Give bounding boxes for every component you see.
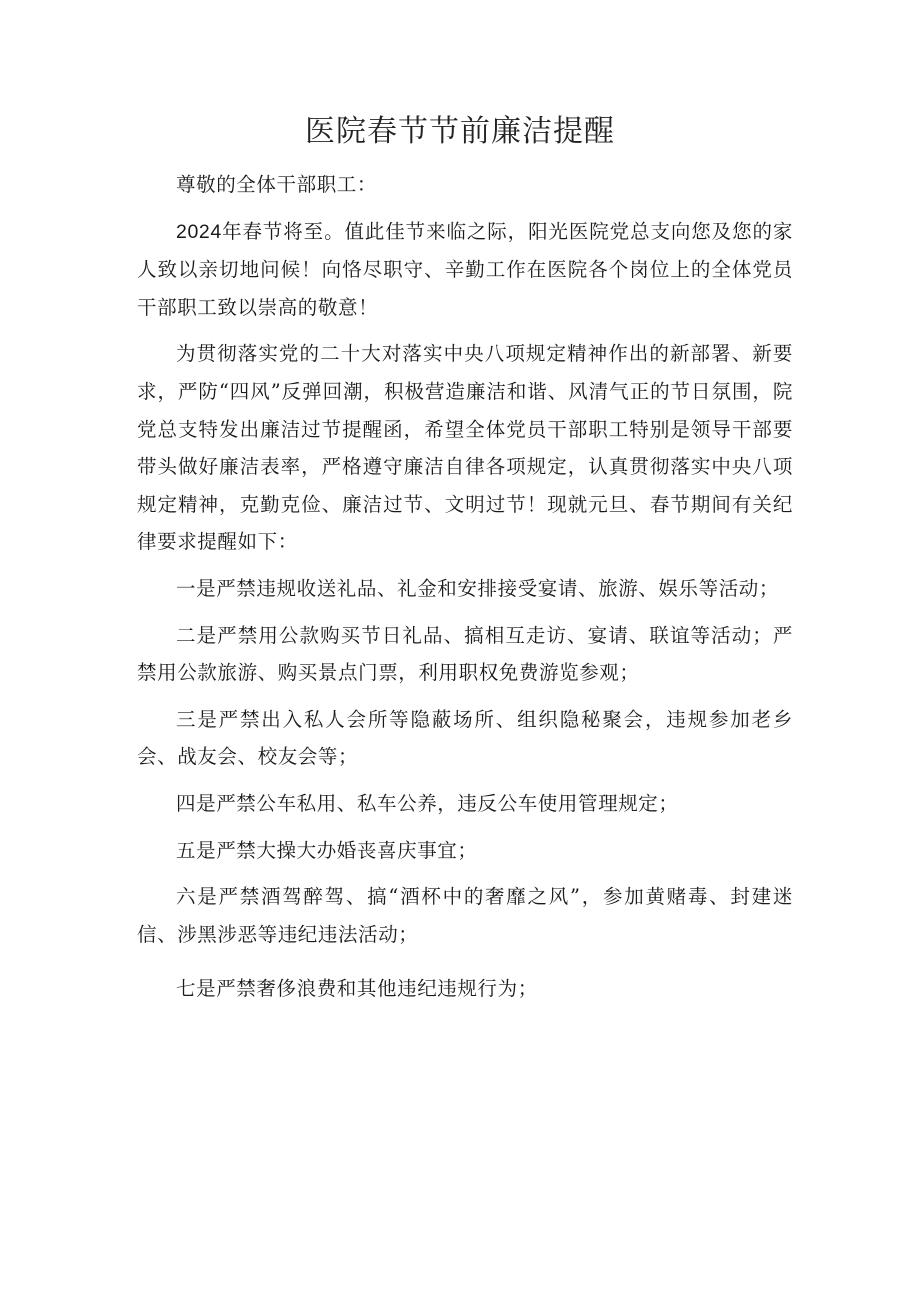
intro-year: 2024 [176, 220, 222, 243]
rule-item-3: 三是严禁出入私人会所等隐蔽场所、组织隐秘聚会，违规参加老乡会、战友会、校友会等； [137, 707, 793, 769]
requirements-paragraph: 为贯彻落实党的二十大对落实中央八项规定精神作出的新部署、新要求，严防“四风”反弹回潮，积极营造廉洁和谐、风清气正的节日氛围，院党总支特发出廉洁过节提醒函，希望全体党员干部职工特别是领导干部要带头做好廉洁表率，严格遵守廉洁自律各项规定，认真贯彻落实中央八项规定精神，克勤克俭、廉洁过节、文明过节！现就元旦、春节期间有关纪律要求提醒如下： [137, 342, 793, 554]
intro-paragraph [137, 213, 793, 327]
document-title: 医院春节节前廉洁提醒 [305, 114, 615, 149]
rule-item-1: 一是严禁违规收送礼品、礼金和安排接受宴请、旅游、娱乐等活动； [176, 576, 780, 600]
greeting-paragraph: 尊敬的全体干部职工： [176, 173, 378, 196]
rule-item-5: 五是严禁大操大办婚丧喜庆事宜； [176, 838, 478, 862]
intro-text: 年春节将至。值此佳节来临之际，阳光医院党总支向您及您的家人致以亲切地问候！向恪尽职守、辛勤工作在医院各个岗位上的全体党员干部职工致以崇高的敬意！ [137, 219, 793, 319]
document-body [137, 166, 793, 1017]
rule-item-6: 六是严禁酒驾醉驾、搞“酒杯中的奢靡之风”，参加黄赌毒、封建迷信、涉黑涉恶等违纪违法活动； [137, 885, 793, 946]
rule-item-4: 四是严禁公车私用、私车公养，违反公车使用管理规定； [176, 791, 679, 815]
rule-item-2: 二是严禁用公款购买节日礼品、搞相互走访、宴请、联谊等活动；严禁用公款旅游、购买景点门票，利用职权免费游览参观； [137, 623, 793, 685]
rule-item-7: 七是严禁奢侈浪费和其他违纪违规行为； [176, 977, 538, 1001]
